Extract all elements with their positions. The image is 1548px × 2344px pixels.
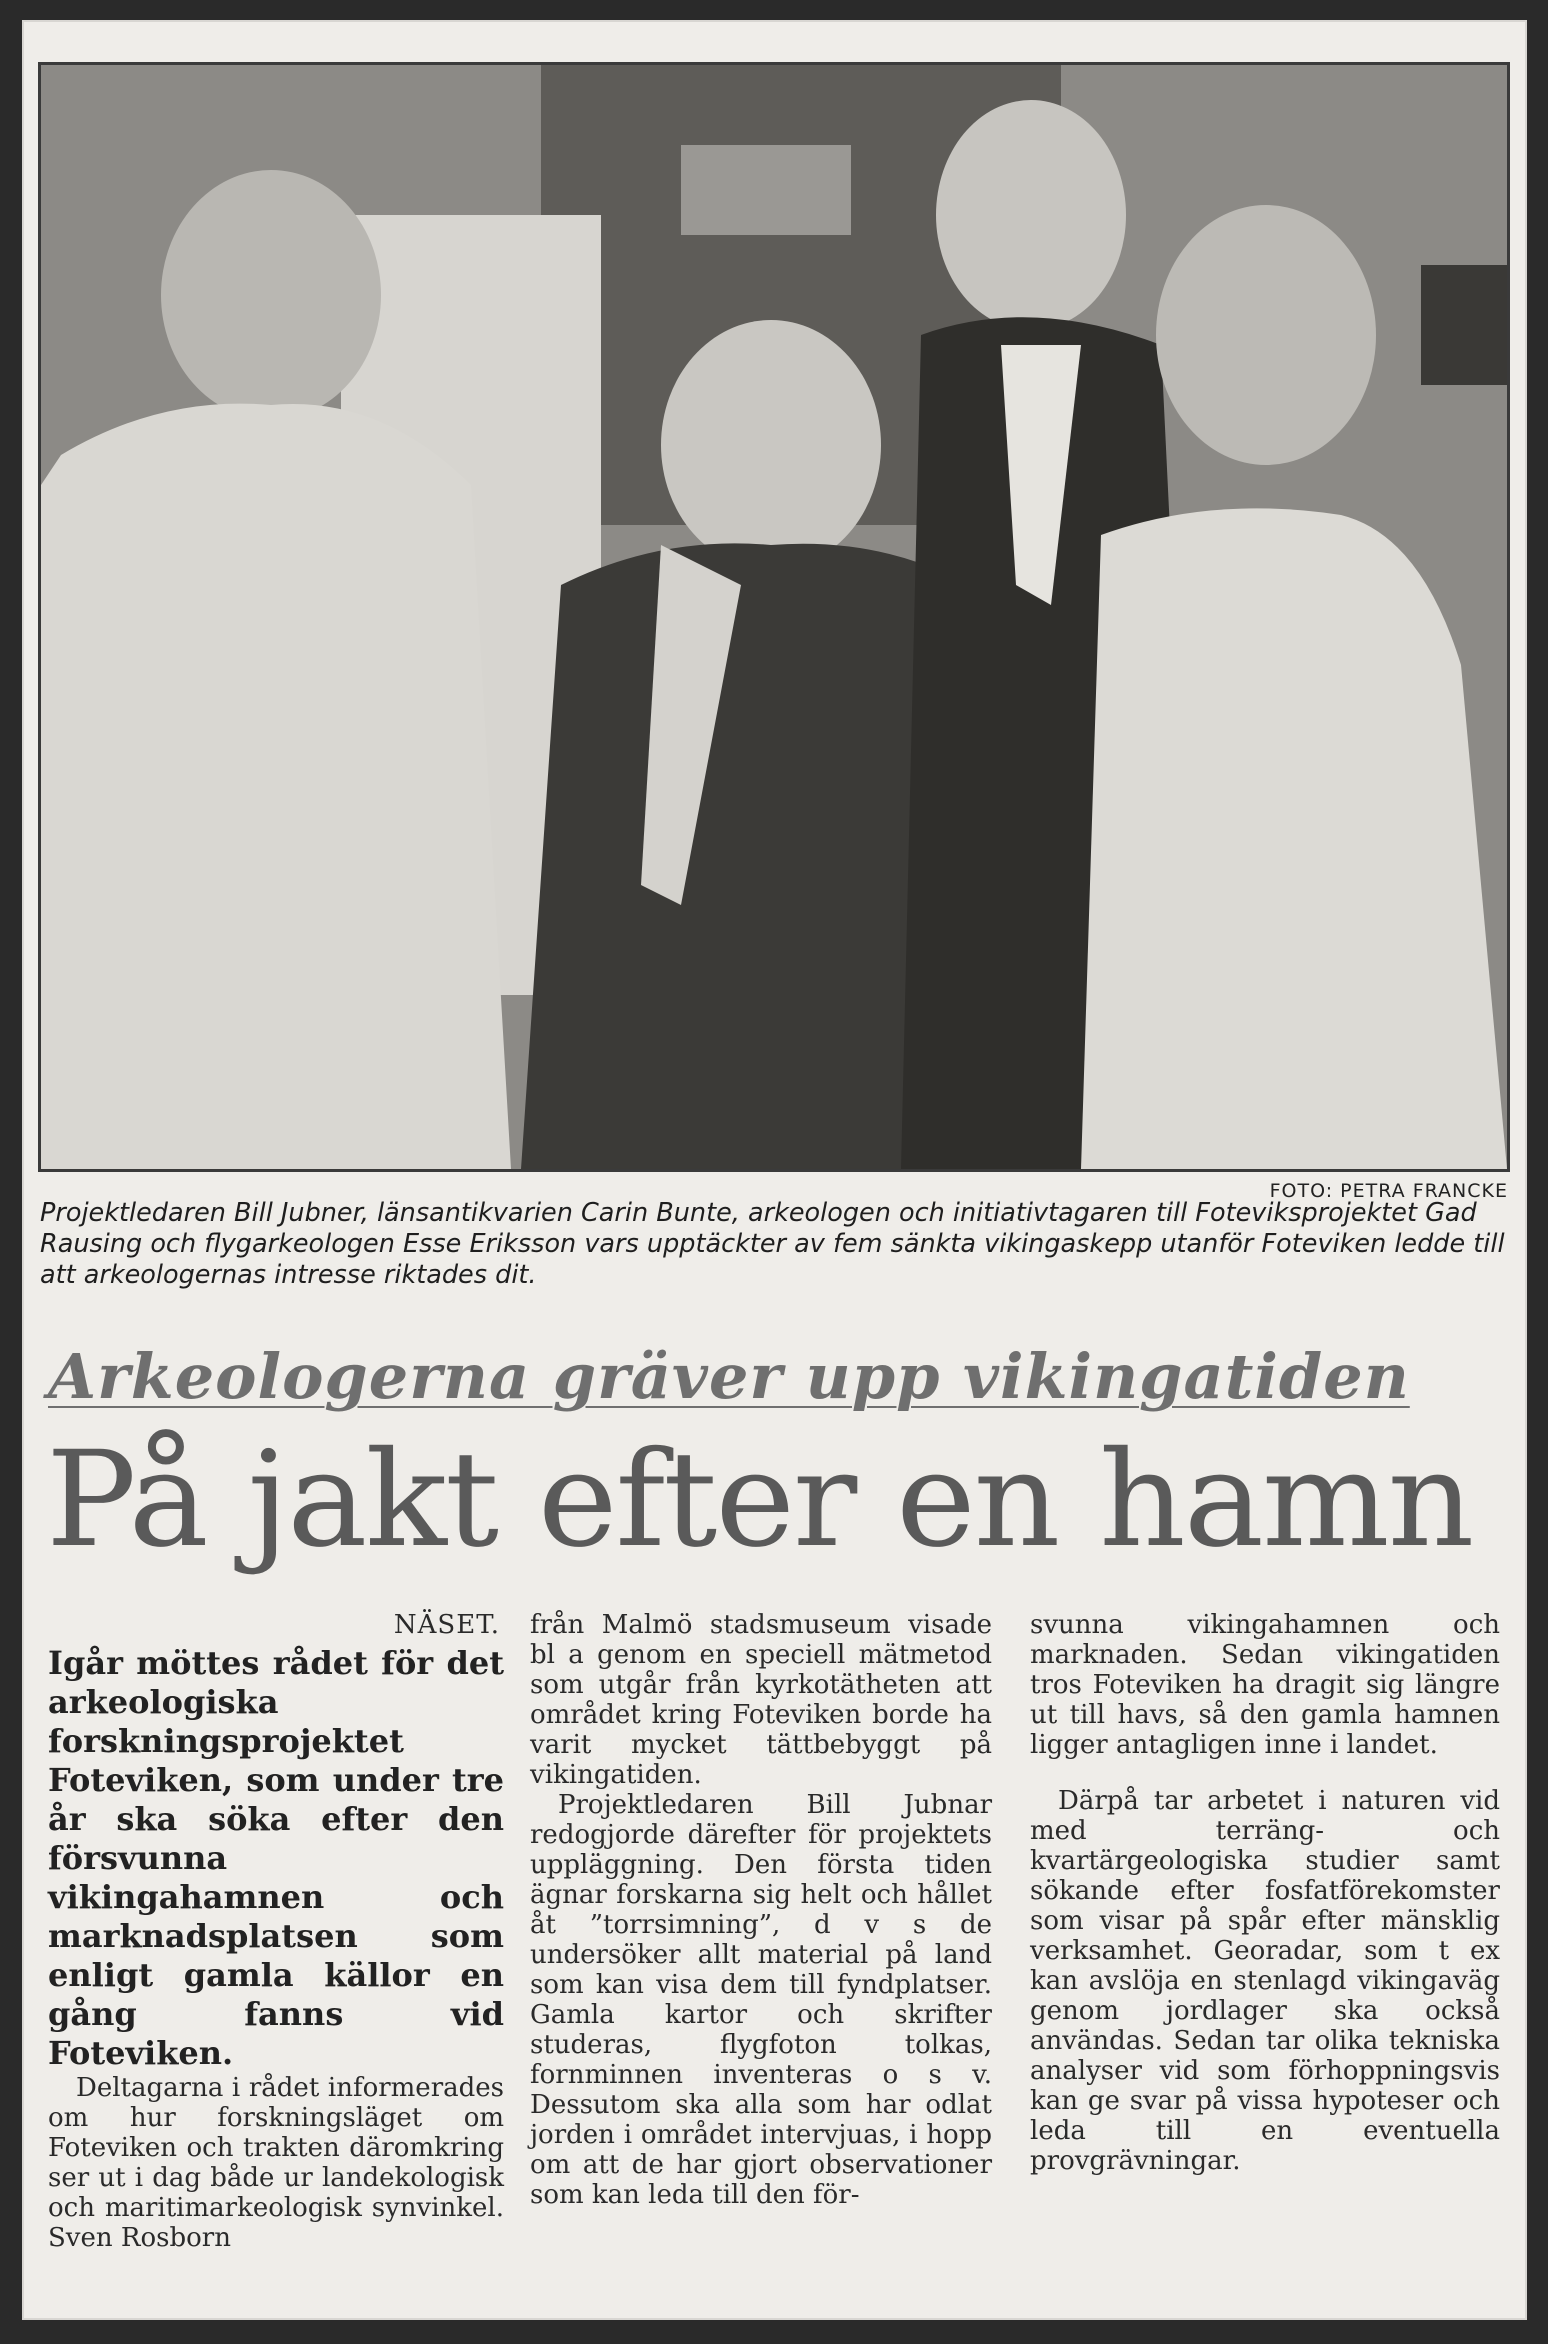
photo-credit: FOTO: PETRA FRANCKE — [1269, 1180, 1508, 1202]
photo-caption: Projektledaren Bill Jubner, länsantikvarien Carin Bunte, arkeologen och initiativtagaren till Foteviksprojektet Gad Rausing och flygarkeologen Esse Eriksson vars upptäckter av fem sänkta vikingaskepp utanför Foteviken ledde till att arkeologernas intresse riktades dit. — [40, 1198, 1505, 1290]
article-column-1 — [48, 1610, 504, 2253]
body-paragraph: från Malmö stadsmuseum visade bl a genom en speciell mätmetod som utgår från kyrkotätheten att området kring Foteviken borde ha varit mycket tättbebyggt på vikingatiden. — [530, 1610, 992, 1790]
body-paragraph: Därpå tar arbetet i naturen vid med terräng- och kvartärgeologiska studier samt sökande efter fosfatförekomster som visar på spår efter mänsklig verksamhet. Georadar, som t ex kan avslöja en stenlagd vikingaväg genom jordlager ska också användas. Sedan tar olika tekniska analyser vid som förhoppningsvis kan ge svar på vissa hypoteser och leda till en eventuella provgrävningar. — [1030, 1786, 1500, 2176]
group-photo — [38, 62, 1510, 1172]
photo-icon — [41, 65, 1507, 1169]
body-paragraph: svunna vikingahamnen och marknaden. Sedan vikingatiden tros Foteviken ha dragit sig längre ut till havs, så den gamla hamnen ligger antagligen inne i landet. — [1030, 1610, 1500, 1760]
article-column-3 — [1030, 1610, 1500, 2176]
lead-paragraph: Igår möttes rådet för det arkeologiska forskningsprojektet Foteviken, som under tre år ska söka efter den försvunna vikingahamnen och marknadsplatsen som enligt gamla källor en gång fanns vid Foteviken. — [48, 1644, 504, 2072]
article-column-2 — [530, 1610, 992, 2210]
headline: På jakt efter en hamn — [46, 1423, 1473, 1577]
body-paragraph: Deltagarna i rådet informerades om hur forskningsläget om Foteviken och trakten däromkring ser ut i dag både ur landekologisk och maritimarkeologisk synvinkel. Sven Rosborn — [48, 2073, 504, 2253]
body-paragraph: Projektledaren Bill Jubnar redogjorde därefter för projektets uppläggning. Den första tiden ägnar forskarna sig helt och hållet åt ”torrsimning”, d v s de undersöker allt material på land som kan visa dem till fyndplatser. Gamla kartor och skrifter studeras, flygfoton tolkas, fornminnen inventeras o s v. Dessutom ska alla som har odlat jorden i området intervjuas, i hopp om att de har gjort observationer som kan leda till den för- — [530, 1790, 992, 2210]
dateline: NÄSET. — [393, 1610, 500, 1640]
kicker-heading: Arkeologerna gräver upp vikingatiden — [48, 1340, 1410, 1413]
